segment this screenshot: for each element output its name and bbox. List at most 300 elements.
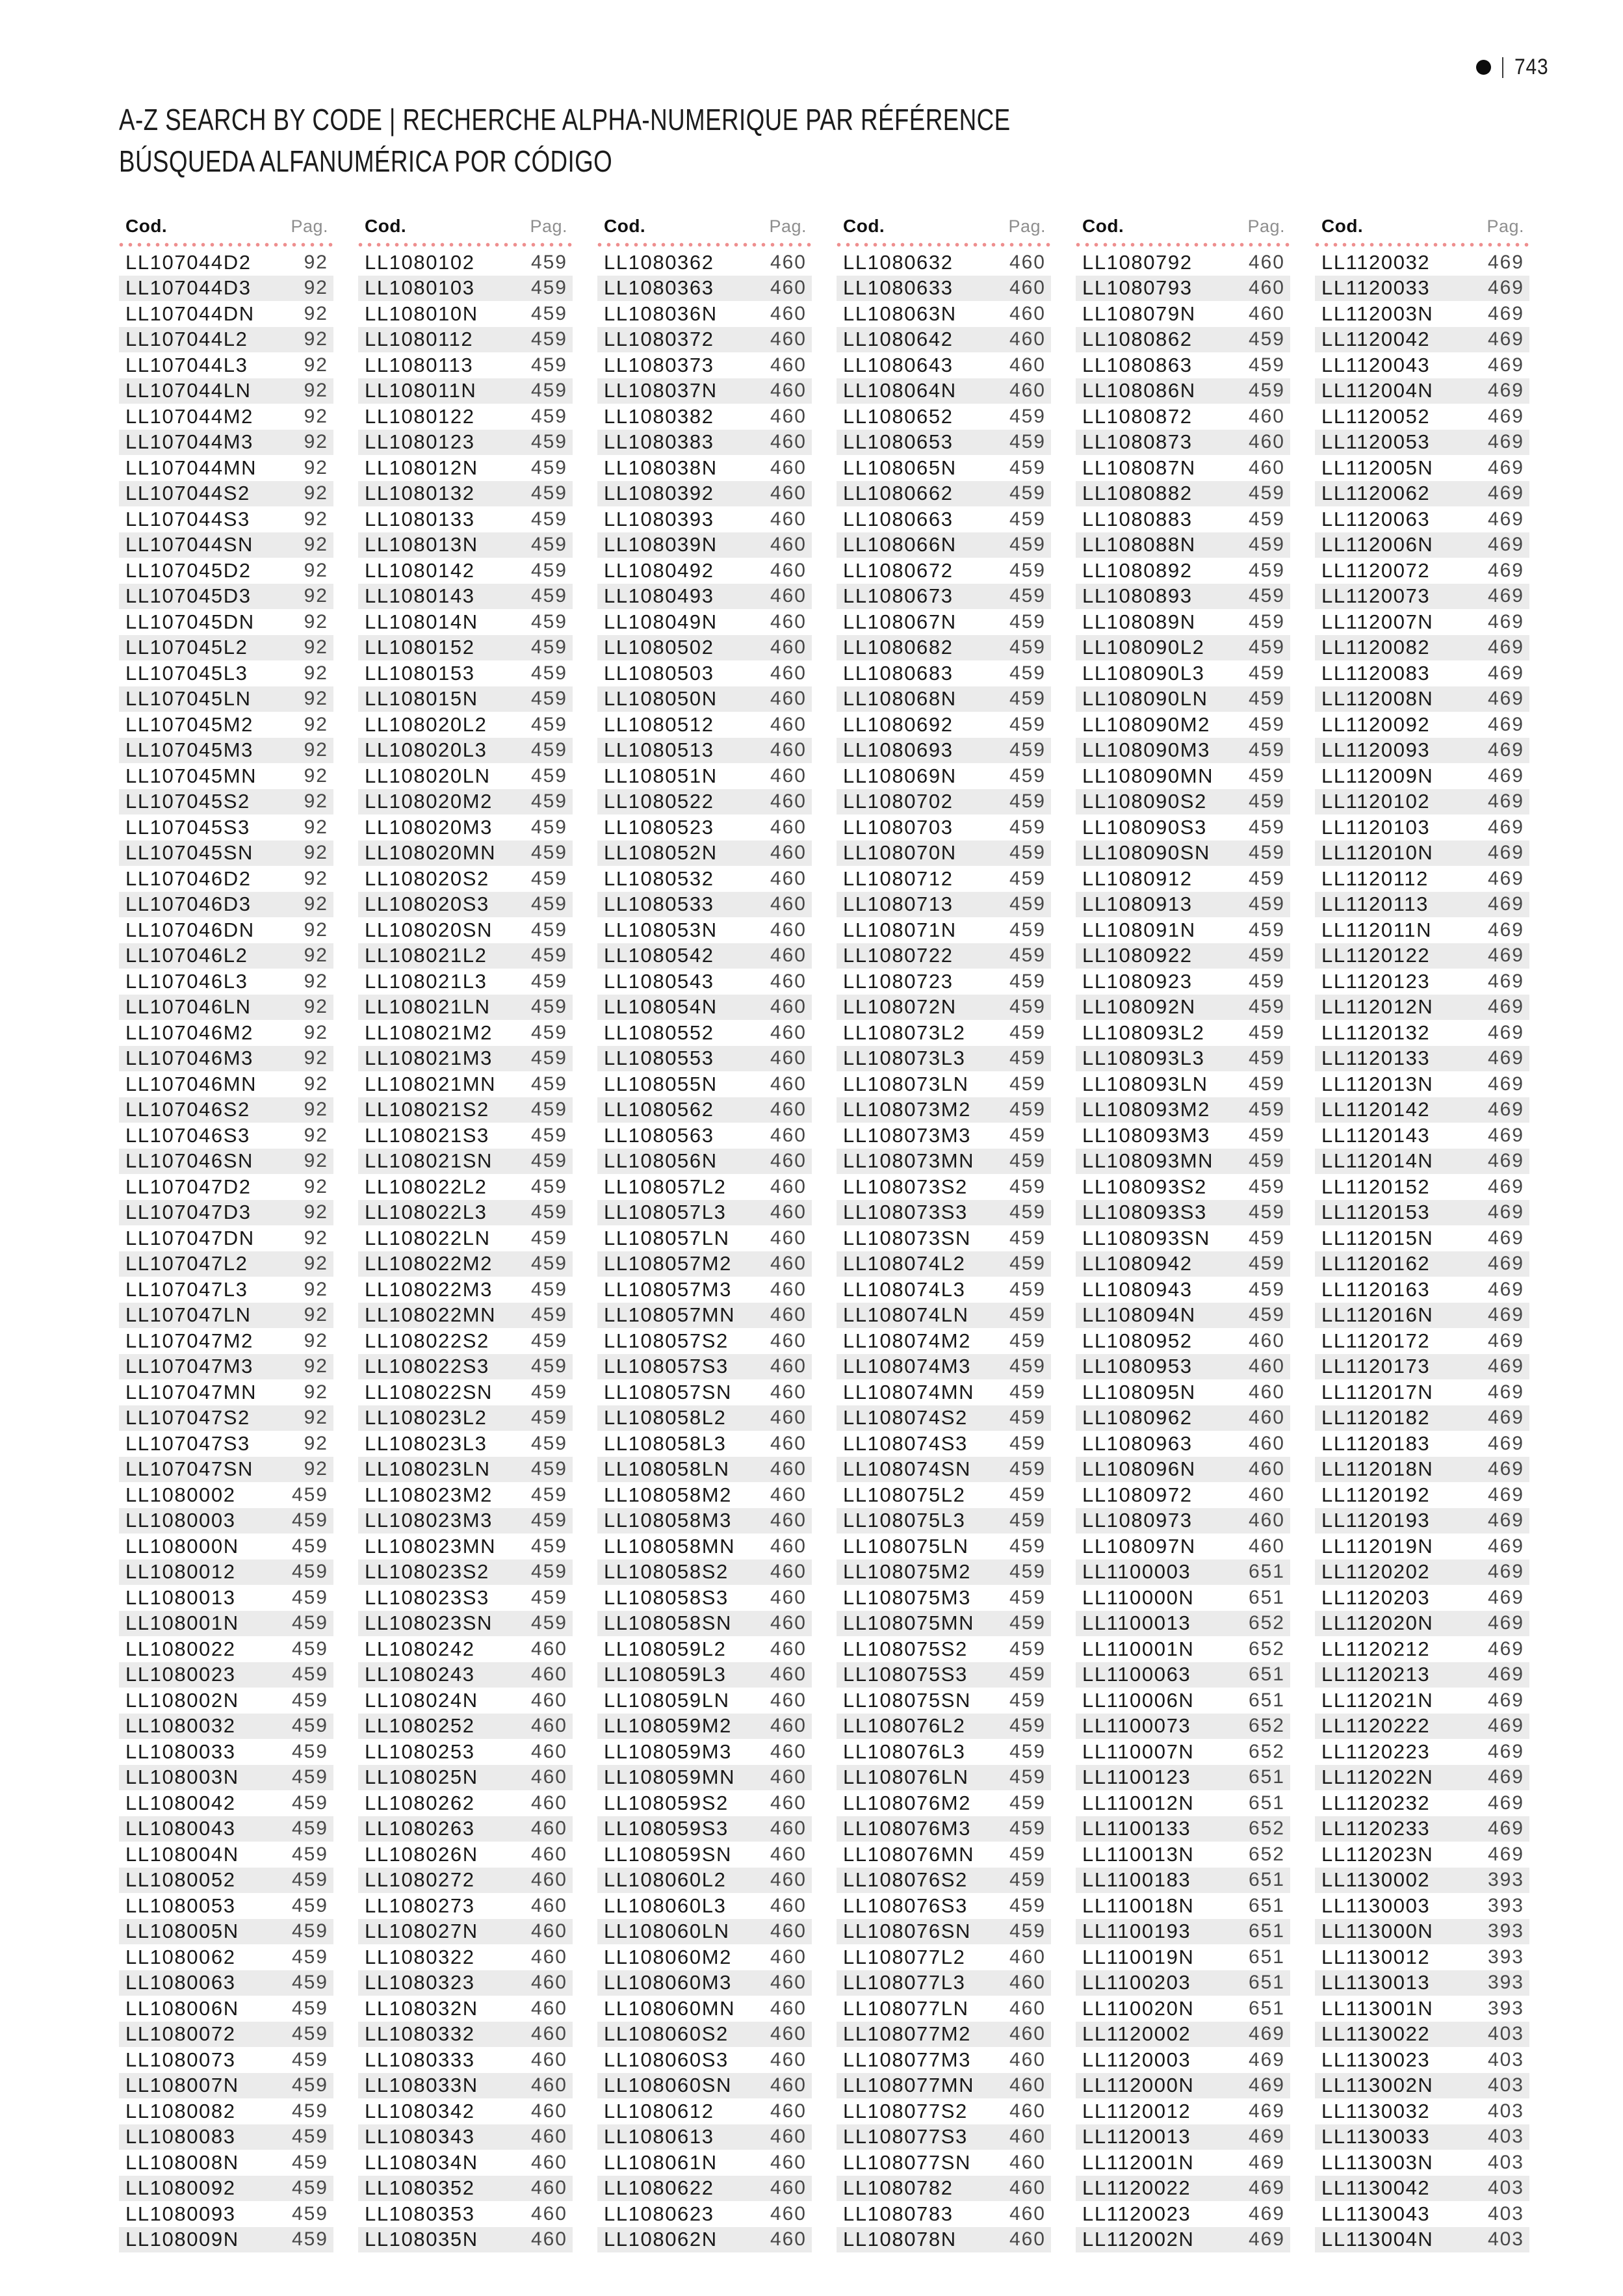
product-code: LL108073L3 xyxy=(843,1047,966,1070)
product-code: LL108064N xyxy=(843,379,957,402)
table-row xyxy=(1076,1251,1290,1277)
page-value: 460 xyxy=(770,1201,807,1223)
product-code: LL108023LN xyxy=(365,1457,491,1481)
page-value: 460 xyxy=(770,277,807,299)
product-code: LL1080373 xyxy=(604,353,714,376)
page-value: 460 xyxy=(770,2126,807,2148)
page-value: 460 xyxy=(530,2151,567,2173)
product-code: LL1120073 xyxy=(1321,584,1431,608)
page-value: 469 xyxy=(1248,2023,1285,2045)
page-value: 469 xyxy=(1248,2151,1285,2173)
product-code: LL1080892 xyxy=(1082,558,1193,582)
page-value: 460 xyxy=(770,1792,807,1814)
product-code: LL1120023 xyxy=(1082,2202,1191,2225)
product-code: LL108074S2 xyxy=(843,1406,968,1429)
product-code: LL1120002 xyxy=(1082,2022,1191,2046)
product-code: LL108088N xyxy=(1082,533,1196,556)
page-value: 469 xyxy=(1487,1663,1524,1686)
page-value: 459 xyxy=(1009,431,1046,453)
table-row xyxy=(1315,1970,1529,1996)
product-code: LL108025N xyxy=(365,1766,478,1789)
product-code: LL1120033 xyxy=(1321,276,1431,300)
product-code: LL1120123 xyxy=(1321,969,1431,993)
page-value: 459 xyxy=(291,2151,328,2173)
page-value: 459 xyxy=(1248,764,1285,787)
page-value: 459 xyxy=(1009,713,1046,735)
page-value: 460 xyxy=(530,2202,567,2224)
table-row xyxy=(597,1559,812,1585)
code-index-table xyxy=(119,216,1529,2252)
product-code: LL1120173 xyxy=(1321,1355,1431,1378)
table-row xyxy=(837,327,1051,353)
table-row xyxy=(119,635,333,661)
table-row xyxy=(837,250,1051,276)
page-value: 460 xyxy=(530,2228,567,2250)
table-row xyxy=(837,1996,1051,2022)
product-code: LL110020N xyxy=(1082,1996,1195,2020)
page-value: 460 xyxy=(770,508,807,530)
page-value: 469 xyxy=(1487,1535,1524,1557)
table-row xyxy=(837,763,1051,789)
product-code: LL108032N xyxy=(365,1996,478,2020)
table-row xyxy=(358,1405,573,1431)
page-value: 460 xyxy=(770,1458,807,1480)
page-value: 92 xyxy=(304,1021,328,1043)
table-row xyxy=(119,1482,333,1508)
dotted-divider xyxy=(1315,242,1529,247)
product-code: LL113002N xyxy=(1321,2074,1434,2097)
code-header-label: Cod. xyxy=(365,216,407,236)
product-code: LL1080263 xyxy=(365,1817,475,1840)
product-code: LL108058S2 xyxy=(604,1560,729,1584)
table-row xyxy=(1315,1816,1529,1842)
product-code: LL1120083 xyxy=(1321,661,1431,685)
page-value: 92 xyxy=(304,842,328,864)
product-code: LL108075MN xyxy=(843,1611,975,1635)
product-code: LL108059MN xyxy=(604,1766,736,1789)
page-value: 651 xyxy=(1248,1920,1285,1942)
table-row xyxy=(119,789,333,815)
product-code: LL108075S3 xyxy=(843,1663,968,1686)
product-code: LL112003N xyxy=(1321,302,1434,325)
table-row xyxy=(837,1970,1051,1996)
table-row xyxy=(1315,2176,1529,2202)
page-value: 92 xyxy=(304,790,328,813)
page-value: 459 xyxy=(1009,1021,1046,1043)
page-value: 459 xyxy=(291,1561,328,1583)
table-row xyxy=(837,917,1051,943)
page-value: 459 xyxy=(530,1099,567,1121)
product-code: LL1080882 xyxy=(1082,482,1193,505)
product-code: LL1080242 xyxy=(365,1637,475,1660)
product-code: LL107044DN xyxy=(125,302,255,325)
dotted-divider xyxy=(597,242,812,247)
page-value: 403 xyxy=(1487,2151,1524,2173)
table-row xyxy=(597,1893,812,1919)
page-value: 459 xyxy=(1009,1150,1046,1172)
page-value: 469 xyxy=(1487,251,1524,273)
page-value: 460 xyxy=(770,1175,807,1197)
product-code: LL1080912 xyxy=(1082,867,1193,890)
page-value: 460 xyxy=(770,1355,807,1377)
table-row xyxy=(597,1251,812,1277)
product-code: LL112007N xyxy=(1321,610,1434,633)
product-code: LL1080152 xyxy=(365,636,475,659)
product-code: LL108051N xyxy=(604,764,718,787)
product-code: LL108057L2 xyxy=(604,1175,727,1198)
page-value: 460 xyxy=(770,1535,807,1557)
table-row xyxy=(1076,943,1290,969)
product-code: LL1120102 xyxy=(1321,790,1431,813)
table-row xyxy=(597,2176,812,2202)
page-value: 459 xyxy=(530,1253,567,1275)
table-row xyxy=(597,352,812,378)
product-code: LL108073M3 xyxy=(843,1123,971,1147)
product-code: LL1100133 xyxy=(1082,1817,1191,1840)
table-row xyxy=(119,1379,333,1405)
page-value: 459 xyxy=(1248,1073,1285,1095)
product-code: LL1080343 xyxy=(365,2125,475,2148)
page-value: 460 xyxy=(770,251,807,273)
product-code: LL108035N xyxy=(365,2228,478,2251)
table-row xyxy=(119,584,333,610)
page-value: 651 xyxy=(1248,1894,1285,1916)
page-value: 459 xyxy=(291,1869,328,1891)
table-row xyxy=(119,1970,333,1996)
product-code: LL1130013 xyxy=(1321,1971,1431,1994)
page-value: 460 xyxy=(530,2048,567,2070)
page-value: 459 xyxy=(1009,1124,1046,1146)
table-row xyxy=(597,1354,812,1380)
table-row xyxy=(1076,712,1290,738)
product-code: LL108057SN xyxy=(604,1380,732,1403)
table-row xyxy=(837,943,1051,969)
page-value: 469 xyxy=(1487,996,1524,1018)
table-row xyxy=(1315,276,1529,302)
page-value: 460 xyxy=(770,996,807,1018)
page-value: 460 xyxy=(770,1715,807,1737)
product-code: LL1080972 xyxy=(1082,1483,1193,1506)
table-row xyxy=(358,584,573,610)
page-value: 459 xyxy=(530,405,567,427)
table-row xyxy=(1315,1508,1529,1534)
page-value: 460 xyxy=(770,534,807,556)
table-row xyxy=(119,1174,333,1200)
page-value: 469 xyxy=(1487,1715,1524,1737)
page-value: 92 xyxy=(304,764,328,787)
table-row xyxy=(358,2176,573,2202)
product-code: LL108059SN xyxy=(604,1842,732,1866)
table-row xyxy=(358,2073,573,2099)
page-value: 460 xyxy=(770,380,807,402)
product-code: LL110001N xyxy=(1082,1637,1195,1660)
page-value: 459 xyxy=(1248,328,1285,350)
page-value: 469 xyxy=(1487,1818,1524,1840)
page-value: 459 xyxy=(1009,559,1046,581)
table-row xyxy=(1315,1097,1529,1123)
page-value: 469 xyxy=(1487,662,1524,684)
table-row xyxy=(1076,1123,1290,1149)
product-code: LL108074S3 xyxy=(843,1431,968,1455)
table-row xyxy=(1315,1559,1529,1585)
product-code: LL112017N xyxy=(1321,1380,1434,1403)
product-code: LL1080502 xyxy=(604,636,714,659)
table-row xyxy=(358,815,573,841)
product-code: LL1080533 xyxy=(604,893,714,916)
table-row xyxy=(119,1046,333,1072)
page-value: 469 xyxy=(1487,610,1524,633)
page-value: 651 xyxy=(1248,1561,1285,1583)
table-row xyxy=(1315,584,1529,610)
table-row xyxy=(119,276,333,302)
table-row xyxy=(597,1688,812,1714)
code-header-label: Cod. xyxy=(1082,216,1124,236)
table-row xyxy=(597,250,812,276)
page-value: 459 xyxy=(1248,662,1285,684)
page-value: 459 xyxy=(530,1278,567,1300)
product-code: LL1080042 xyxy=(125,1791,236,1814)
page-value: 469 xyxy=(1248,2177,1285,2199)
table-row xyxy=(358,866,573,892)
page-value: 651 xyxy=(1248,1689,1285,1711)
table-row xyxy=(358,481,573,507)
page-value: 460 xyxy=(770,431,807,453)
page-value: 469 xyxy=(1487,380,1524,402)
table-row xyxy=(1076,1225,1290,1251)
page-value: 459 xyxy=(291,1689,328,1711)
table-row xyxy=(1076,430,1290,456)
product-code: LL107044M2 xyxy=(125,404,253,428)
product-code: LL1080962 xyxy=(1082,1406,1193,1429)
page-value: 459 xyxy=(1248,559,1285,581)
table-row xyxy=(597,943,812,969)
table-row xyxy=(597,1071,812,1097)
column-header xyxy=(1076,216,1290,242)
product-code: LL108049N xyxy=(604,610,718,633)
table-row xyxy=(119,609,333,635)
page-value: 459 xyxy=(1009,1818,1046,1840)
table-row xyxy=(119,481,333,507)
table-row xyxy=(119,1200,333,1226)
page-value: 469 xyxy=(1487,893,1524,915)
product-code: LL1080622 xyxy=(604,2176,714,2200)
page-value: 459 xyxy=(530,970,567,992)
product-code: LL1120182 xyxy=(1321,1406,1431,1429)
code-header-label: Cod. xyxy=(604,216,646,236)
table-row xyxy=(358,1508,573,1534)
product-code: LL108090M2 xyxy=(1082,712,1210,736)
table-row xyxy=(358,1611,573,1637)
product-code: LL1120013 xyxy=(1082,2125,1191,2148)
table-row xyxy=(597,1508,812,1534)
page-value: 460 xyxy=(770,1997,807,2019)
page-value: 459 xyxy=(1248,816,1285,838)
page-value: 459 xyxy=(1248,1278,1285,1300)
page-value: 403 xyxy=(1487,2177,1524,2199)
table-row xyxy=(1076,327,1290,353)
table-row xyxy=(1315,2201,1529,2227)
table-row xyxy=(1315,609,1529,635)
table-row xyxy=(119,917,333,943)
table-row xyxy=(837,1842,1051,1868)
product-code: LL1120112 xyxy=(1321,867,1429,890)
page-value: 460 xyxy=(530,1766,567,1788)
table-row xyxy=(1315,1379,1529,1405)
product-code: LL108057M3 xyxy=(604,1277,732,1301)
product-code: LL108065N xyxy=(843,456,957,479)
page-value: 652 xyxy=(1248,1612,1285,1634)
page-value: 459 xyxy=(1248,996,1285,1018)
page-value: 459 xyxy=(1248,919,1285,941)
product-code: LL108077S2 xyxy=(843,2099,968,2122)
product-code: LL1080022 xyxy=(125,1637,236,1660)
page-value: 460 xyxy=(1009,2126,1046,2148)
product-code: LL108053N xyxy=(604,918,718,941)
page-value: 469 xyxy=(1487,1843,1524,1865)
title-line-2: BÚSQUEDA ALFANUMÉRICA POR CÓDIGO xyxy=(119,144,613,178)
product-code: LL113000N xyxy=(1321,1920,1434,1943)
table-row xyxy=(119,892,333,918)
page-value: 459 xyxy=(1248,1175,1285,1197)
page-value: 459 xyxy=(530,764,567,787)
page-value: 460 xyxy=(770,1253,807,1275)
table-row xyxy=(597,1714,812,1740)
page-value: 459 xyxy=(1009,1740,1046,1762)
table-row xyxy=(597,995,812,1021)
page-value: 459 xyxy=(1009,456,1046,478)
table-row xyxy=(1076,2047,1290,2073)
product-code: LL1080023 xyxy=(125,1663,236,1686)
page-value: 460 xyxy=(530,1792,567,1814)
product-code: LL1080503 xyxy=(604,661,714,685)
page-value: 460 xyxy=(770,1612,807,1634)
page-value: 459 xyxy=(1009,945,1046,967)
table-row xyxy=(597,1277,812,1303)
table-row xyxy=(837,1482,1051,1508)
page-value: 459 xyxy=(1248,585,1285,607)
table-row xyxy=(837,506,1051,532)
product-code: LL108090LN xyxy=(1082,687,1208,711)
product-code: LL1120202 xyxy=(1321,1560,1431,1584)
page-value: 469 xyxy=(1487,1612,1524,1634)
dotted-divider xyxy=(119,242,333,247)
product-code: LL108075L2 xyxy=(843,1483,966,1506)
table-row xyxy=(1315,969,1529,995)
product-code: LL108021S2 xyxy=(365,1098,489,1121)
table-row xyxy=(358,892,573,918)
product-code: LL1120192 xyxy=(1321,1483,1431,1506)
table-row xyxy=(119,738,333,764)
product-code: LL1080342 xyxy=(365,2099,475,2122)
table-row xyxy=(1315,1790,1529,1816)
table-row xyxy=(1076,352,1290,378)
table-row xyxy=(837,841,1051,867)
product-code: LL110007N xyxy=(1082,1740,1195,1763)
product-code: LL1080132 xyxy=(365,482,475,505)
table-row xyxy=(837,2176,1051,2202)
table-row xyxy=(837,584,1051,610)
product-code: LL1080952 xyxy=(1082,1329,1193,1352)
page-value: 459 xyxy=(1009,1535,1046,1557)
product-code: LL113001N xyxy=(1321,1996,1434,2020)
product-code: LL108077M3 xyxy=(843,2048,971,2071)
page-value: 459 xyxy=(1009,816,1046,838)
table-row xyxy=(119,1533,333,1559)
table-row xyxy=(1076,1893,1290,1919)
table-row xyxy=(1315,1688,1529,1714)
page-value: 460 xyxy=(770,1946,807,1968)
code-header-label: Cod. xyxy=(125,216,168,236)
product-code: LL1080243 xyxy=(365,1663,475,1686)
table-row xyxy=(119,378,333,404)
page-value: 460 xyxy=(1248,1535,1285,1557)
product-code: LL108060M2 xyxy=(604,1945,732,1968)
page-value: 459 xyxy=(530,482,567,504)
page-value: 652 xyxy=(1248,1818,1285,1840)
table-row xyxy=(358,276,573,302)
page-value: 460 xyxy=(1009,1946,1046,1968)
page-value: 459 xyxy=(1009,405,1046,427)
page-value: 652 xyxy=(1248,1843,1285,1865)
table-row xyxy=(1076,917,1290,943)
table-row xyxy=(1315,1174,1529,1200)
product-code: LL108073S3 xyxy=(843,1201,968,1224)
product-code: LL108093MN xyxy=(1082,1149,1214,1173)
product-code: LL110006N xyxy=(1082,1688,1195,1712)
dotted-divider xyxy=(358,242,573,247)
product-code: LL108058M2 xyxy=(604,1483,732,1506)
page-value: 459 xyxy=(1248,1124,1285,1146)
table-row xyxy=(837,1303,1051,1329)
product-code: LL108093S2 xyxy=(1082,1175,1207,1198)
table-row xyxy=(597,1739,812,1765)
table-row xyxy=(837,2098,1051,2124)
table-row xyxy=(1076,1714,1290,1740)
product-code: LL108020M2 xyxy=(365,790,493,813)
page-value: 469 xyxy=(1487,739,1524,761)
product-code: LL108079N xyxy=(1082,302,1196,325)
product-code: LL107045L2 xyxy=(125,636,248,659)
table-row xyxy=(119,943,333,969)
page-value: 460 xyxy=(1248,405,1285,427)
product-code: LL107045M2 xyxy=(125,712,253,736)
page-value: 459 xyxy=(291,2228,328,2250)
product-code: LL108077L3 xyxy=(843,1971,966,1994)
page-value: 459 xyxy=(530,456,567,478)
table-row xyxy=(597,1970,812,1996)
table-row xyxy=(1315,1200,1529,1226)
table-row xyxy=(1315,2022,1529,2048)
table-row xyxy=(837,660,1051,686)
product-code: LL108050N xyxy=(604,687,718,711)
page-value: 459 xyxy=(1009,1355,1046,1377)
page-value: 459 xyxy=(530,842,567,864)
table-row xyxy=(597,841,812,867)
page-value: 459 xyxy=(530,302,567,324)
page-value: 460 xyxy=(530,1972,567,1994)
table-row xyxy=(1315,2150,1529,2176)
product-code: LL108000N xyxy=(125,1534,239,1558)
page-value: 459 xyxy=(1009,1483,1046,1506)
page-value: 459 xyxy=(530,919,567,941)
table-row xyxy=(1076,1405,1290,1431)
page-value: 92 xyxy=(304,534,328,556)
page-value: 459 xyxy=(1009,842,1046,864)
product-code: LL1080513 xyxy=(604,738,714,762)
page-value: 459 xyxy=(1248,610,1285,633)
page-value: 652 xyxy=(1248,1637,1285,1660)
table-row xyxy=(1315,917,1529,943)
